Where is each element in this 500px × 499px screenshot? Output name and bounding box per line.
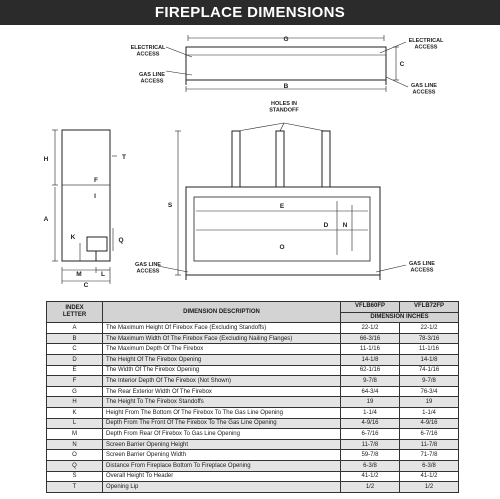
description-cell: The Interior Depth Of The Firebox (Not Shown)	[103, 376, 341, 387]
model-2-value-cell: 74-1/16	[400, 365, 459, 376]
table-row	[47, 333, 459, 344]
gas-line-access-bottom-left-label-line-2: ACCESS	[136, 268, 160, 275]
table-row	[47, 344, 459, 355]
index-letter-cell: S	[47, 471, 103, 482]
gas-line-access-top-left-label-line-2: ACCESS	[140, 78, 164, 85]
dimension-letter-f: F	[94, 177, 98, 184]
dimension-letter-b: B	[283, 83, 289, 90]
description-cell: The Width Of The Firebox Opening	[103, 365, 341, 376]
gas-line-access-bottom-left-label-line-1: GAS LINE	[135, 262, 161, 268]
description-cell: Screen Barrier Opening Width	[103, 450, 341, 461]
dimension-letter-c: C	[399, 61, 405, 68]
model-2-value-cell: 71-7/8	[400, 450, 459, 461]
dimension-description-header: DIMENSION DESCRIPTION	[103, 302, 341, 323]
table-row	[47, 439, 459, 450]
model-1-value-cell: 11-1/16	[341, 344, 400, 355]
table-row	[47, 365, 459, 376]
model-1-value-cell: 14-1/8	[341, 354, 400, 365]
model-1-value-cell: 41-1/2	[341, 471, 400, 482]
front-view	[158, 123, 406, 280]
description-cell: Depth From Rear Of Firebox To Gas Line Opening	[103, 429, 341, 440]
electrical-access-right-label-line-1: ELECTRICAL	[408, 38, 444, 44]
dimension-letter-e: E	[279, 203, 285, 210]
model-1-value-cell: 19	[341, 397, 400, 408]
description-cell: Distance From Fireplace Bottom To Fireplace Opening	[103, 460, 341, 471]
fireplace-diagram	[0, 25, 500, 297]
electrical-access-left-label-line-1: ELECTRICAL	[130, 45, 166, 51]
description-cell: The Rear Exterior Width Of The Firebox	[103, 386, 341, 397]
model-1-value-cell: 6-3/8	[341, 460, 400, 471]
model-1-value-cell: 64-3/4	[341, 386, 400, 397]
dimension-letter-g: G	[283, 36, 289, 43]
model-2-value-cell: 78-3/16	[400, 333, 459, 344]
description-cell: Depth From The Front Of The Firebox To The Gas Line Opening	[103, 418, 341, 429]
dimension-letter-a: A	[43, 216, 49, 223]
model-1-header: VFLB60FP	[341, 302, 400, 313]
description-cell: Opening Lip	[103, 482, 341, 493]
units-header: DIMENSION INCHES	[341, 312, 459, 323]
standoff-left	[232, 131, 240, 187]
description-cell: Overall Height To Header	[103, 471, 341, 482]
model-1-value-cell: 1/2	[341, 482, 400, 493]
side-gas-box	[87, 237, 107, 251]
model-2-value-cell: 11-7/8	[400, 439, 459, 450]
index-letter-cell: F	[47, 376, 103, 387]
top-view-body	[186, 47, 386, 80]
dimension-letter-s: S	[167, 202, 173, 209]
electrical-access-left-label-line-2: ACCESS	[136, 51, 160, 58]
table-row	[47, 471, 459, 482]
index-letter-cell: N	[47, 439, 103, 450]
holes-in-standoff-label-line-1: HOLES IN	[271, 101, 297, 107]
model-2-value-cell: 41-1/2	[400, 471, 459, 482]
dimension-letter-h: H	[43, 156, 49, 163]
dimension-letter-l: L	[101, 271, 105, 278]
model-2-value-cell: 4-9/16	[400, 418, 459, 429]
dimension-letter-d: D	[323, 222, 329, 229]
index-letter-cell: E	[47, 365, 103, 376]
table-row	[47, 482, 459, 493]
dimension-letter-n: N	[342, 222, 348, 229]
table-row	[47, 418, 459, 429]
index-letter-cell: G	[47, 386, 103, 397]
standoff-center	[276, 131, 284, 187]
dimension-letter-c: C	[83, 282, 89, 289]
description-cell: The Height Of The Firebox Opening	[103, 354, 341, 365]
model-1-value-cell: 62-1/16	[341, 365, 400, 376]
electrical-access-right-label-line-2: ACCESS	[414, 44, 438, 51]
dimension-letter-m: M	[76, 271, 82, 278]
description-cell: The Maximum Depth Of The Firebox	[103, 344, 341, 355]
holes-in-standoff-label-line-2: STANDOFF	[269, 107, 299, 114]
model-1-value-cell: 66-3/16	[341, 333, 400, 344]
model-2-value-cell: 11-1/16	[400, 344, 459, 355]
index-letter-cell: Q	[47, 460, 103, 471]
model-2-value-cell: 9-7/8	[400, 376, 459, 387]
dimension-letter-i: I	[94, 193, 96, 200]
index-letter-cell: D	[47, 354, 103, 365]
index-letter-cell: B	[47, 333, 103, 344]
index-letter-cell: M	[47, 429, 103, 440]
model-1-value-cell: 6-7/16	[341, 429, 400, 440]
model-2-value-cell: 6-3/8	[400, 460, 459, 471]
dimension-letter-t: T	[122, 154, 126, 161]
index-letter-cell: L	[47, 418, 103, 429]
gas-line-access-top-right-label-line-2: ACCESS	[412, 89, 436, 96]
model-1-value-cell: 1-1/4	[341, 407, 400, 418]
model-2-value-cell: 76-3/4	[400, 386, 459, 397]
table-row	[47, 354, 459, 365]
description-cell: The Maximum Height Of Firebox Face (Excluding Standoffs)	[103, 323, 341, 334]
model-2-header: VFLB72FP	[400, 302, 459, 313]
dimension-letter-k: K	[70, 234, 76, 241]
table-row	[47, 460, 459, 471]
table-row	[47, 397, 459, 408]
model-2-value-cell: 1-1/4	[400, 407, 459, 418]
gas-line-access-bottom-right-label-line-1: GAS LINE	[409, 261, 435, 267]
description-cell: Screen Barrier Opening Height	[103, 439, 341, 450]
table-row	[47, 429, 459, 440]
table-row	[47, 323, 459, 334]
gas-line-access-top-right-label-line-1: GAS LINE	[411, 83, 437, 89]
index-letter-cell: K	[47, 407, 103, 418]
model-2-value-cell: 14-1/8	[400, 354, 459, 365]
index-letter-cell: O	[47, 450, 103, 461]
dimensions-table	[46, 301, 459, 493]
description-cell: The Maximum Width Of The Firebox Face (Excluding Nailing Flanges)	[103, 333, 341, 344]
gas-line-access-top-left-label-line-1: GAS LINE	[139, 72, 165, 78]
index-letter-cell: C	[47, 344, 103, 355]
model-1-value-cell: 22-1/2	[341, 323, 400, 334]
model-2-value-cell: 19	[400, 397, 459, 408]
description-cell: Height From The Bottom Of The Firebox To The Gas Line Opening	[103, 407, 341, 418]
side-view	[52, 130, 117, 284]
standoff-right	[322, 131, 330, 187]
table-row	[47, 407, 459, 418]
model-2-value-cell: 22-1/2	[400, 323, 459, 334]
model-1-value-cell: 4-9/16	[341, 418, 400, 429]
model-1-value-cell: 59-7/8	[341, 450, 400, 461]
index-letter-cell: A	[47, 323, 103, 334]
table-row	[47, 450, 459, 461]
table-row	[47, 376, 459, 387]
table-row	[47, 386, 459, 397]
description-cell: The Height To The Firebox Standoffs	[103, 397, 341, 408]
model-2-value-cell: 1/2	[400, 482, 459, 493]
page-title: FIREPLACE DIMENSIONS	[0, 0, 500, 25]
gas-line-access-bottom-right-label-line-2: ACCESS	[410, 267, 434, 274]
dimension-letter-o: O	[279, 244, 285, 251]
model-1-value-cell: 11-7/8	[341, 439, 400, 450]
model-2-value-cell: 6-7/16	[400, 429, 459, 440]
index-letter-cell: H	[47, 397, 103, 408]
dimension-letter-q: Q	[118, 237, 124, 244]
side-view-body	[62, 130, 110, 261]
front-view-body	[186, 187, 380, 275]
index-letter-cell: T	[47, 482, 103, 493]
model-1-value-cell: 9-7/8	[341, 376, 400, 387]
index-letter-header: INDEX LETTER	[47, 302, 103, 323]
